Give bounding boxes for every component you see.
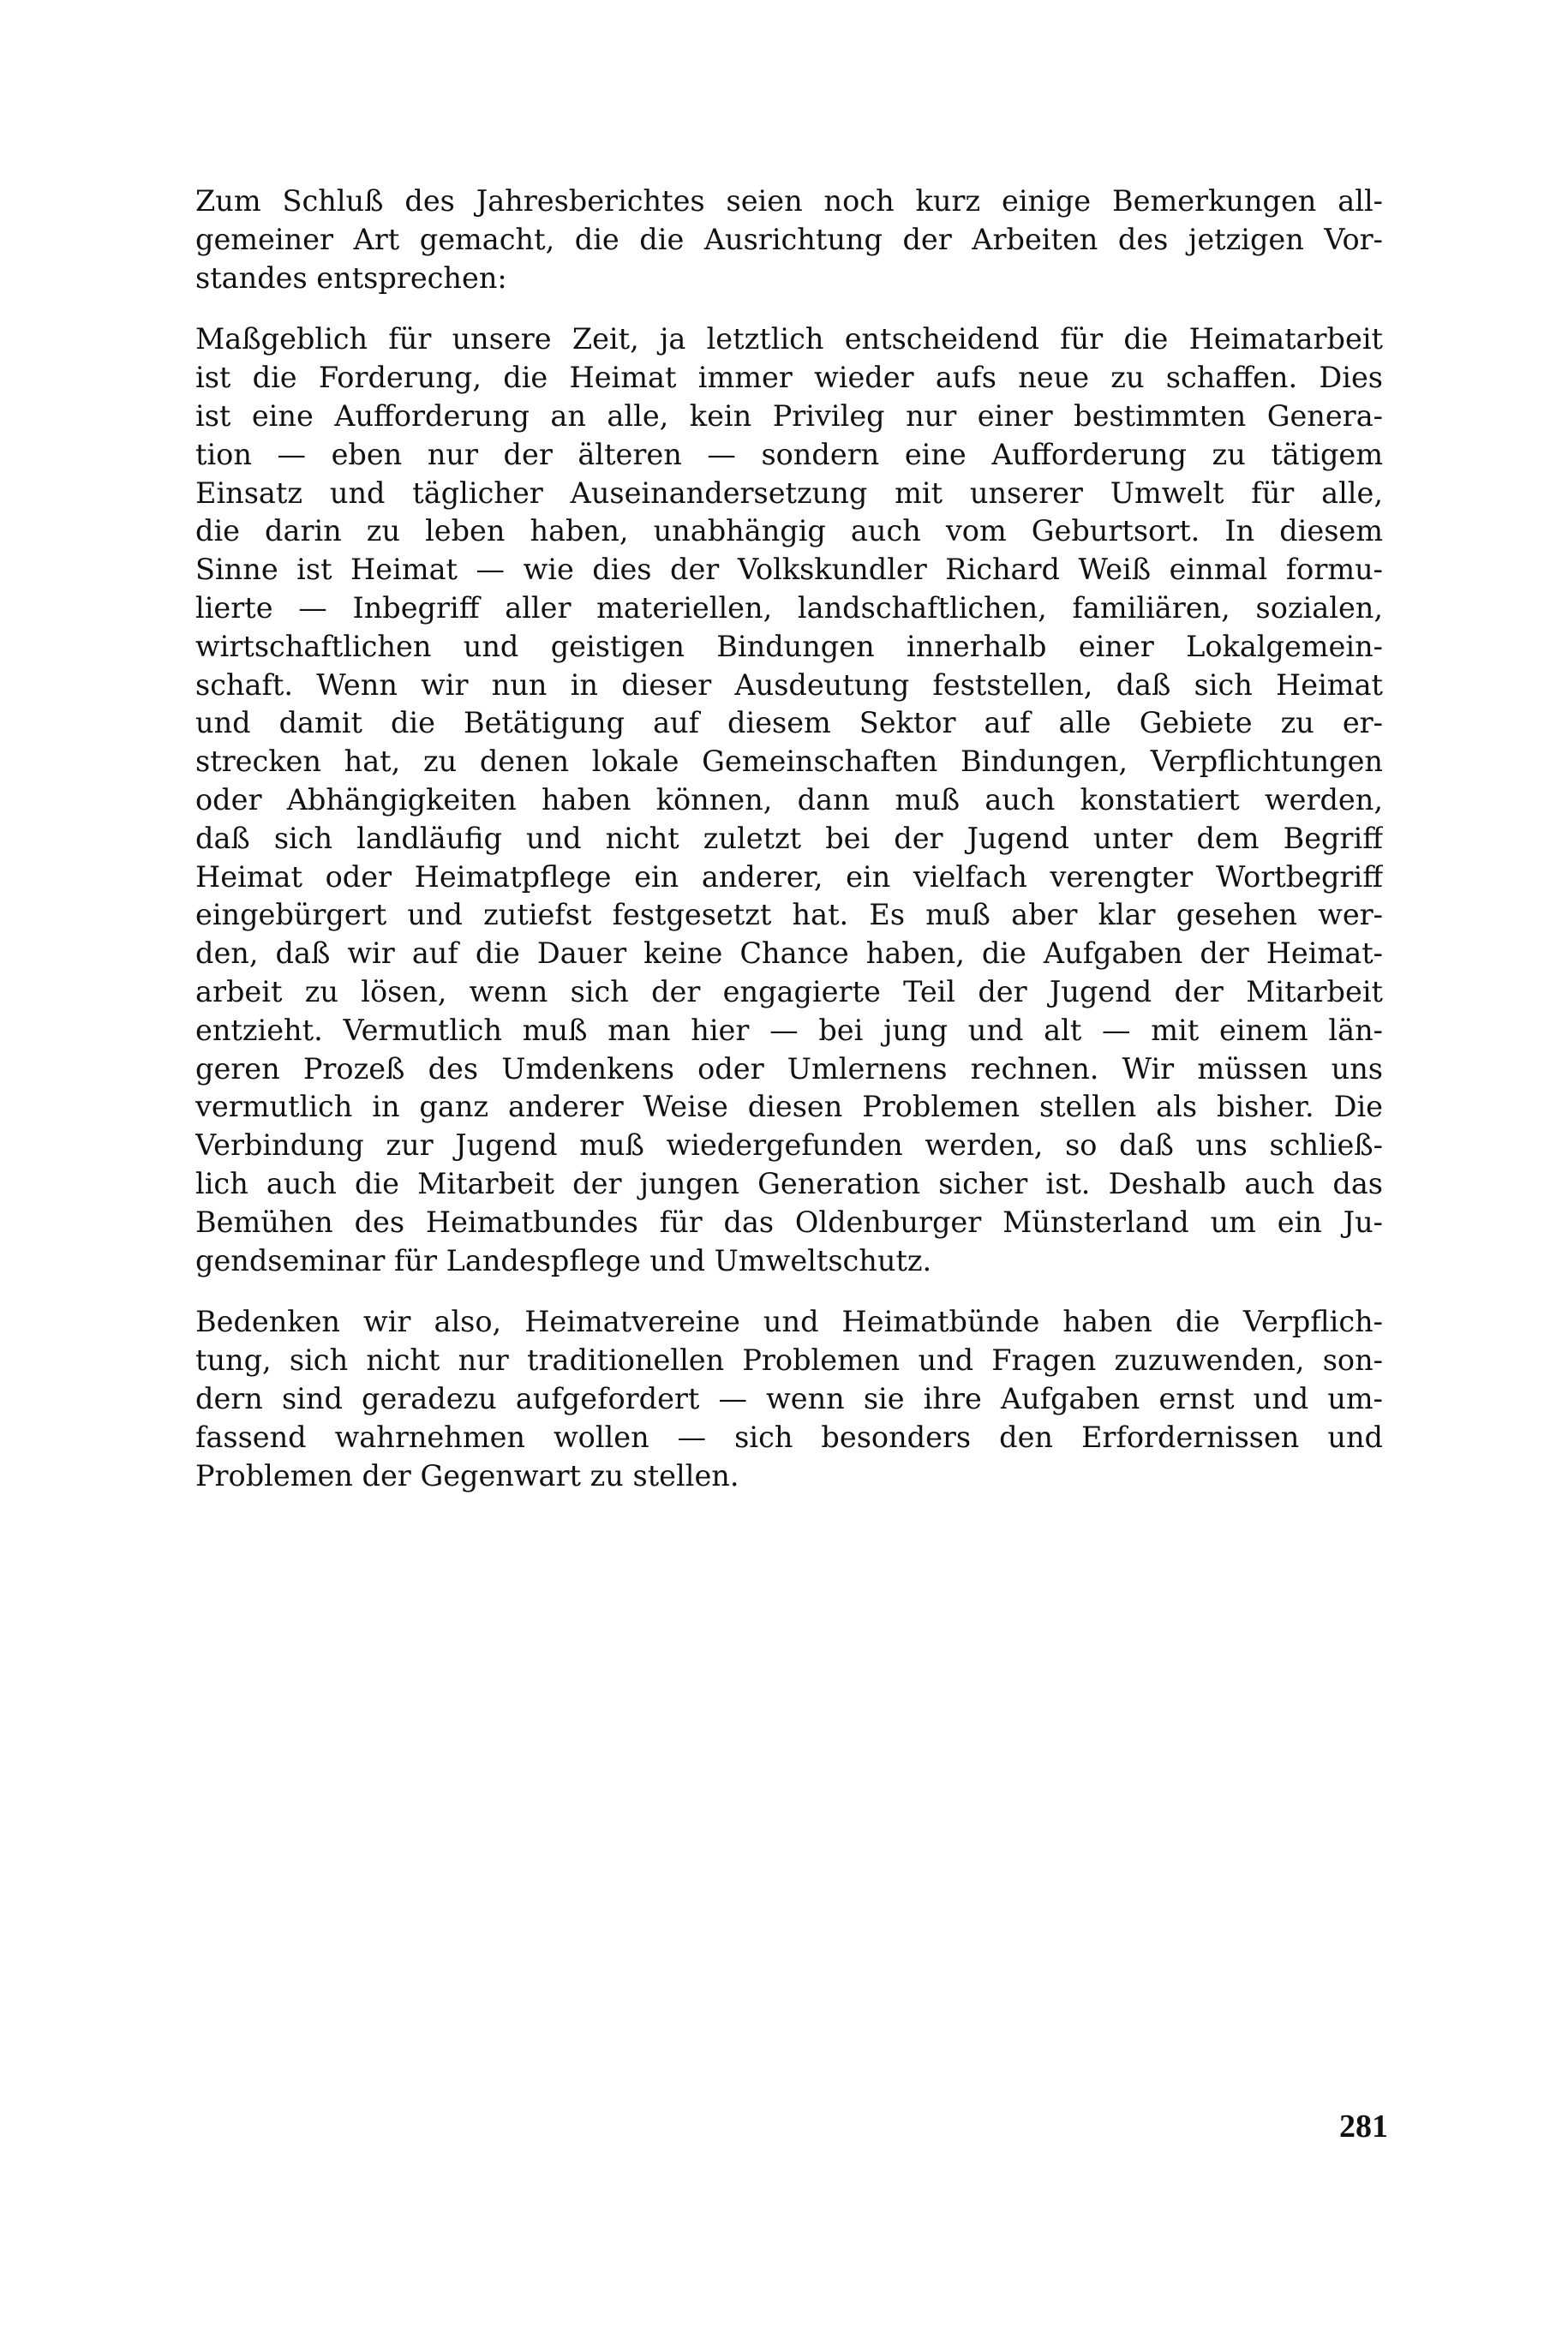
text-line: tung, sich nicht nur traditionellen Problemen und Fragen zuzuwenden, son- [195, 1343, 1383, 1378]
text-line: ist die Forderung, die Heimat immer wieder aufs neue zu schaffen. Dies [195, 361, 1383, 395]
text-line: Problemen der Gegenwart zu stellen. [195, 1458, 739, 1493]
text-line: eingebürgert und zutiefst festgesetzt hat. Es muß aber klar gesehen wer- [195, 898, 1383, 932]
text-line: vermutlich in ganz anderer Weise diesen Problemen stellen als bisher. Die [195, 1090, 1383, 1124]
text-line: oder Abhängigkeiten haben können, dann muß auch konstatiert werden, [195, 782, 1383, 817]
paragraph [195, 320, 1383, 1280]
text-line: Heimat oder Heimatpflege ein anderer, ein vielfach verengter Wortbegriff [195, 859, 1383, 894]
body-text [195, 182, 1383, 1495]
page-number: 281 [1339, 2109, 1388, 2145]
text-line: lierte — Inbegriff aller materiellen, landschaftlichen, familiären, sozialen, [195, 590, 1383, 625]
text-line: gemeiner Art gemacht, die die Ausrichtung der Arbeiten des jetzigen Vor- [195, 222, 1383, 256]
text-line: Bedenken wir also, Heimatvereine und Heimatbünde haben die Verpflich- [195, 1305, 1383, 1339]
text-line: und damit die Betätigung auf diesem Sektor auf alle Gebiete zu er- [195, 706, 1383, 740]
text-line: arbeit zu lösen, wenn sich der engagierte Teil der Jugend der Mitarbeit [195, 974, 1383, 1008]
text-line: dern sind geradezu aufgefordert — wenn sie ihre Aufgaben ernst und um- [195, 1381, 1383, 1415]
text-line: fassend wahrnehmen wollen — sich besonders den Erfordernissen und [195, 1420, 1383, 1454]
text-line: ist eine Aufforderung an alle, kein Privileg nur einer bestimmten Genera- [195, 398, 1383, 433]
text-line: Einsatz und täglicher Auseinandersetzung mit unserer Umwelt für alle, [195, 476, 1383, 510]
text-line: Sinne ist Heimat — wie dies der Volkskundler Richard Weiß einmal formu- [195, 553, 1383, 587]
text-line: den, daß wir auf die Dauer keine Chance haben, die Aufgaben der Heimat- [195, 936, 1383, 971]
text-line: die darin zu leben haben, unabhängig auch vom Geburtsort. In diesem [195, 514, 1383, 548]
text-line: geren Prozeß des Umdenkens oder Umlernens rechnen. Wir müssen uns [195, 1051, 1383, 1086]
text-line: schaft. Wenn wir nun in dieser Ausdeutung feststellen, daß sich Heimat [195, 667, 1383, 702]
paragraph [195, 1303, 1383, 1495]
text-line: lich auch die Mitarbeit der jungen Generation sicher ist. Deshalb auch das [195, 1166, 1383, 1200]
text-line: strecken hat, zu denen lokale Gemeinschaften Bindungen, Verpflichtungen [195, 745, 1383, 779]
text-line: standes entsprechen: [195, 260, 507, 295]
text-line: wirtschaftlichen und geistigen Bindungen innerhalb einer Lokalgemein- [195, 629, 1383, 663]
text-line: Bemühen des Heimatbundes für das Oldenburger Münsterland um ein Ju- [195, 1205, 1383, 1239]
text-line: Verbindung zur Jugend muß wiedergefunden werden, so daß uns schließ- [195, 1128, 1383, 1163]
text-line: entzieht. Vermutlich muß man hier — bei jung und alt — mit einem län- [195, 1013, 1383, 1047]
text-line: Maßgeblich für unsere Zeit, ja letztlich entscheidend für die Heimatarbeit [195, 322, 1383, 356]
text-line: gendseminar für Landespflege und Umweltschutz. [195, 1243, 932, 1277]
paragraph [195, 182, 1383, 297]
text-line: Zum Schluß des Jahresberichtes seien noch kurz einige Bemerkungen all- [195, 184, 1383, 218]
text-line: daß sich landläufig und nicht zuletzt bei der Jugend unter dem Begriff [195, 821, 1383, 855]
text-line: tion — eben nur der älteren — sondern eine Aufforderung zu tätigem [195, 437, 1383, 471]
